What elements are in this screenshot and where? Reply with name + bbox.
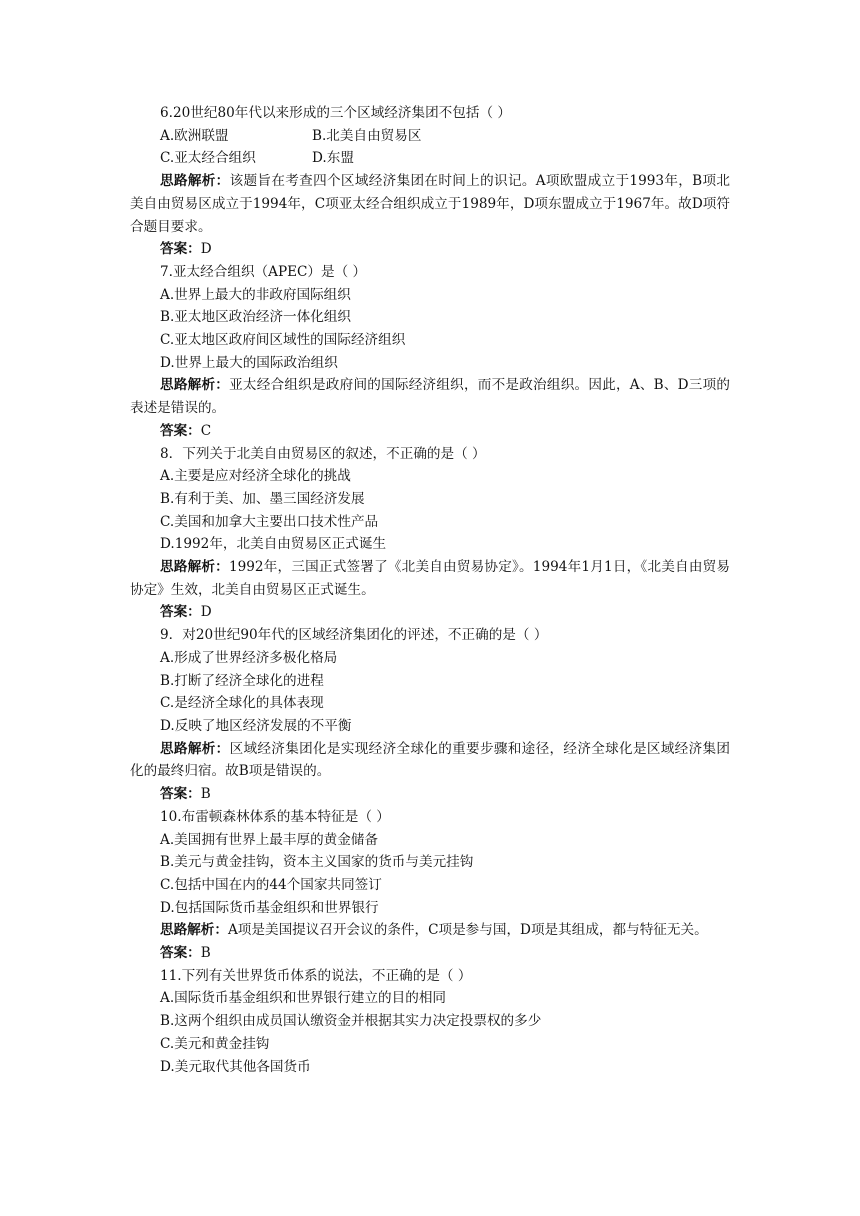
question-6 bbox=[130, 102, 730, 261]
question-stem: 9．对20世纪90年代的区域经济集团化的评述，不正确的是（ ） bbox=[160, 627, 548, 644]
analysis bbox=[130, 170, 730, 238]
option-c: C.美元和黄金挂钩 bbox=[160, 1035, 270, 1052]
option-b: B.北美自由贸易区 bbox=[312, 127, 422, 144]
option-a: A.世界上最大的非政府国际组织 bbox=[160, 286, 351, 303]
option-row bbox=[130, 125, 730, 148]
answer bbox=[130, 942, 730, 965]
option-row bbox=[130, 147, 730, 170]
answer-value: B bbox=[200, 786, 211, 803]
answer-value: D bbox=[200, 241, 212, 258]
question-stem: 8．下列关于北美自由贸易区的叙述，不正确的是（ ） bbox=[160, 445, 486, 462]
question-9 bbox=[130, 624, 730, 806]
answer-label: 答案： bbox=[160, 422, 201, 439]
analysis-label: 思路解析： bbox=[160, 173, 230, 190]
option-b: B.这两个组织由成员国认缴资金并根据其实力决定投票权的多少 bbox=[160, 1013, 542, 1030]
question-7 bbox=[130, 261, 730, 443]
option-d: D.世界上最大的国际政治组织 bbox=[160, 354, 338, 371]
option-d: D.美元取代其他各国货币 bbox=[160, 1058, 311, 1075]
analysis bbox=[130, 556, 730, 601]
option-d: D.包括国际货币基金组织和世界银行 bbox=[160, 899, 379, 916]
option-c: C.包括中国在内的44个国家共同签订 bbox=[160, 876, 382, 893]
answer-value: B bbox=[200, 945, 211, 962]
option-d: D.东盟 bbox=[312, 150, 354, 167]
option-c: C.亚太地区政府间区域性的国际经济组织 bbox=[160, 332, 406, 349]
option-d: D.反映了地区经济发展的不平衡 bbox=[160, 717, 352, 734]
question-11 bbox=[130, 965, 730, 1079]
analysis bbox=[130, 919, 730, 942]
answer bbox=[130, 420, 730, 443]
answer-value: C bbox=[200, 422, 212, 439]
option-b: B.亚太地区政治经济一体化组织 bbox=[160, 309, 352, 326]
answer bbox=[130, 238, 730, 261]
analysis bbox=[130, 738, 730, 783]
question-stem: 6.20世纪80年代以来形成的三个区域经济集团不包括（ ） bbox=[160, 105, 511, 121]
analysis bbox=[130, 374, 730, 419]
question-stem: 7.亚太经合组织（APEC）是（ ） bbox=[160, 263, 367, 280]
option-c: C.亚太经合组织 bbox=[160, 150, 256, 167]
option-b: B.有利于美、加、墨三国经济发展 bbox=[160, 490, 365, 507]
question-10 bbox=[130, 806, 730, 965]
question-stem: 11.下列有关世界货币体系的说法，不正确的是（ ） bbox=[160, 967, 472, 984]
answer-label: 答案： bbox=[160, 241, 201, 258]
option-a: A.国际货币基金组织和世界银行建立的目的相同 bbox=[160, 990, 447, 1007]
option-b: B.打断了经济全球化的进程 bbox=[160, 672, 324, 689]
analysis-text: 该题旨在考查四个区域经济集团在时间上的识记。A项欧盟成立于1993年，B项北美自由贸易区成立于1994年，C项亚太经合组织成立于1989年，D项东盟成立于1967年。故D项符合题目要求。 bbox=[130, 173, 730, 235]
analysis-text: 区域经济集团化是实现经济全球化的重要步骤和途径，经济全球化是区域经济集团化的最终归宿。故B项是错误的。 bbox=[130, 740, 731, 780]
analysis-label: 思路解析： bbox=[160, 740, 230, 757]
option-a: A.形成了世界经济多极化格局 bbox=[160, 649, 338, 666]
option-a: A.主要是应对经济全球化的挑战 bbox=[160, 468, 351, 485]
analysis-text: A项是美国提议召开会议的条件，C项是参与国，D项是其组成，都与特征无关。 bbox=[227, 922, 708, 939]
option-a: A.欧洲联盟 bbox=[160, 127, 229, 144]
question-stem: 10.布雷顿森林体系的基本特征是（ ） bbox=[160, 808, 390, 825]
answer bbox=[130, 601, 730, 624]
document-page bbox=[130, 102, 730, 1078]
analysis-label: 思路解析： bbox=[160, 922, 228, 939]
option-b: B.美元与黄金挂钩，资本主义国家的货币与美元挂钩 bbox=[160, 854, 474, 871]
answer-label: 答案： bbox=[160, 604, 201, 621]
question-8 bbox=[130, 443, 730, 625]
analysis-text: 1992年，三国正式签署了《北美自由贸易协定》。1994年1月1日，《北美自由贸易协定》生效，北美自由贸易区正式诞生。 bbox=[130, 559, 731, 598]
answer-label: 答案： bbox=[160, 945, 201, 962]
option-c: C.是经济全球化的具体表现 bbox=[160, 695, 324, 712]
analysis-label: 思路解析： bbox=[160, 377, 230, 394]
option-d: D.1992年，北美自由贸易区正式诞生 bbox=[160, 536, 387, 553]
analysis-text: 亚太经合组织是政府间的国际经济组织，而不是政治组织。因此，A、B、D三项的表述是错误的。 bbox=[130, 377, 731, 417]
answer-value: D bbox=[200, 604, 212, 621]
answer-label: 答案： bbox=[160, 786, 201, 803]
option-a: A.美国拥有世界上最丰厚的黄金储备 bbox=[160, 831, 379, 848]
answer bbox=[130, 783, 730, 806]
option-c: C.美国和加拿大主要出口技术性产品 bbox=[160, 513, 379, 530]
analysis-label: 思路解析： bbox=[160, 559, 229, 576]
